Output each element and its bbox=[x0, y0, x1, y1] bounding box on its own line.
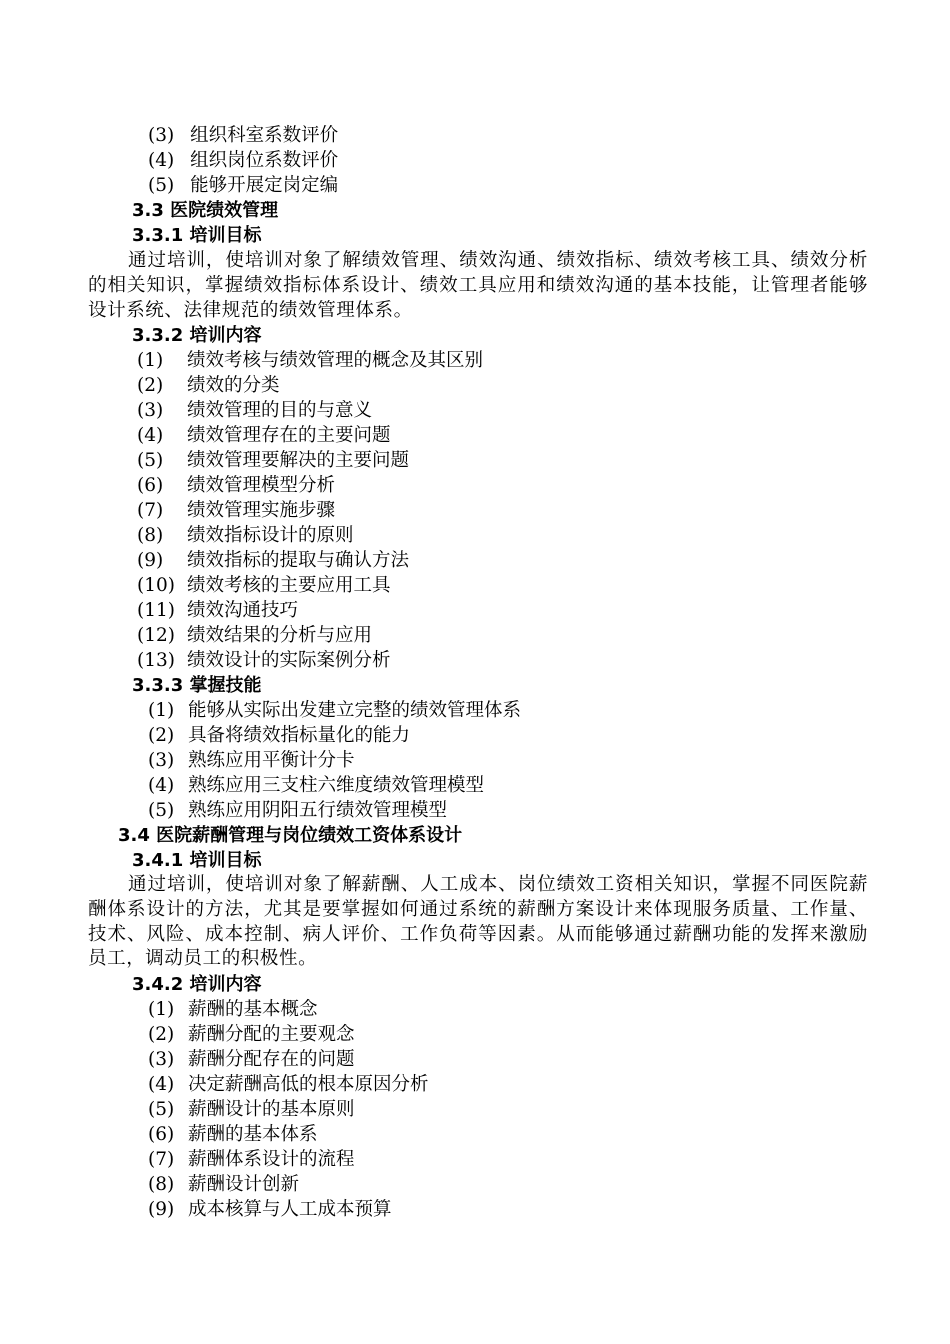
item-text: 具备将绩效指标量化的能力 bbox=[188, 725, 411, 746]
list-item bbox=[148, 798, 447, 823]
item-number: (13) bbox=[137, 650, 175, 671]
list-item bbox=[137, 473, 335, 498]
item-number: (1) bbox=[148, 700, 175, 721]
item-text: 组织岗位系数评价 bbox=[190, 150, 339, 171]
item-text: 薪酬分配的主要观念 bbox=[188, 1024, 355, 1045]
item-number: (1) bbox=[137, 350, 164, 371]
list-item bbox=[137, 498, 335, 523]
item-number: (2) bbox=[148, 1024, 175, 1045]
item-number: (5) bbox=[148, 175, 175, 196]
item-text: 薪酬的基本概念 bbox=[188, 999, 318, 1020]
item-text: 绩效指标的提取与确认方法 bbox=[187, 550, 410, 571]
list-item bbox=[148, 1147, 355, 1172]
item-number: (4) bbox=[137, 425, 164, 446]
item-text: 组织科室系数评价 bbox=[190, 125, 339, 146]
item-text: 熟练应用平衡计分卡 bbox=[188, 750, 355, 771]
item-text: 绩效考核的主要应用工具 bbox=[187, 575, 391, 596]
item-number: (8) bbox=[148, 1174, 175, 1195]
item-number: (3) bbox=[148, 125, 175, 146]
item-text: 绩效管理的目的与意义 bbox=[187, 400, 373, 421]
item-number: (3) bbox=[137, 400, 164, 421]
item-text: 绩效管理模型分析 bbox=[187, 475, 336, 496]
list-item bbox=[148, 997, 318, 1022]
item-number: (7) bbox=[148, 1149, 175, 1170]
item-text: 绩效管理实施步骤 bbox=[187, 500, 336, 521]
section-heading: 3.3 医院绩效管理 bbox=[132, 200, 279, 221]
item-number: (3) bbox=[148, 750, 175, 771]
item-number: (6) bbox=[137, 475, 164, 496]
list-item bbox=[137, 573, 391, 598]
item-text: 绩效结果的分析与应用 bbox=[187, 625, 373, 646]
list-item bbox=[137, 423, 391, 448]
item-number: (12) bbox=[137, 625, 175, 646]
item-number: (6) bbox=[148, 1124, 175, 1145]
list-item bbox=[137, 398, 372, 423]
list-item bbox=[148, 1097, 355, 1122]
item-text: 熟练应用三支柱六维度绩效管理模型 bbox=[188, 775, 485, 796]
item-number: (11) bbox=[137, 600, 175, 621]
section-heading: 3.4 医院薪酬管理与岗位绩效工资体系设计 bbox=[118, 825, 463, 846]
item-text: 决定薪酬高低的根本原因分析 bbox=[188, 1074, 429, 1095]
subsection-heading: 3.4.1 培训目标 bbox=[132, 850, 262, 871]
item-text: 绩效设计的实际案例分析 bbox=[187, 650, 391, 671]
item-text: 绩效考核与绩效管理的概念及其区别 bbox=[187, 350, 484, 371]
item-text: 薪酬设计创新 bbox=[188, 1174, 300, 1195]
item-number: (4) bbox=[148, 1074, 175, 1095]
item-number: (3) bbox=[148, 1049, 175, 1070]
item-number: (8) bbox=[137, 525, 164, 546]
list-item bbox=[148, 1122, 318, 1147]
item-number: (2) bbox=[137, 375, 164, 396]
item-text: 绩效管理要解决的主要问题 bbox=[187, 450, 410, 471]
item-text: 薪酬体系设计的流程 bbox=[188, 1149, 355, 1170]
paragraph: 通过培训，使培训对象了解薪酬、人工成本、岗位绩效工资相关知识，掌握不同医院薪酬体系设计的方法，尤其是要掌握如何通过系统的薪酬方案设计来体现服务质量、工作量、技术、风险、成本控制、病人评价、工作负荷等因素。从而能够通过薪酬功能的发挥来激励员工，调动员工的积极性。 bbox=[88, 874, 868, 970]
item-text: 能够从实际出发建立完整的绩效管理体系 bbox=[188, 700, 522, 721]
subsection-heading: 3.4.2 培训内容 bbox=[132, 974, 262, 995]
item-text: 绩效的分类 bbox=[187, 375, 280, 396]
subsection-heading: 3.3.1 培训目标 bbox=[132, 225, 262, 246]
subsection-heading: 3.3.3 掌握技能 bbox=[132, 675, 262, 696]
list-item bbox=[137, 548, 409, 573]
item-text: 薪酬的基本体系 bbox=[188, 1124, 318, 1145]
item-number: (5) bbox=[137, 450, 164, 471]
item-number: (4) bbox=[148, 150, 175, 171]
item-number: (9) bbox=[137, 550, 164, 571]
list-item bbox=[148, 1072, 429, 1097]
subsection-heading: 3.3.2 培训内容 bbox=[132, 325, 262, 346]
item-number: (9) bbox=[148, 1199, 175, 1220]
list-item bbox=[148, 173, 338, 198]
item-number: (7) bbox=[137, 500, 164, 521]
list-item bbox=[148, 1197, 392, 1222]
list-item bbox=[148, 1172, 299, 1197]
item-number: (5) bbox=[148, 800, 175, 821]
item-text: 绩效指标设计的原则 bbox=[187, 525, 354, 546]
list-item bbox=[148, 698, 521, 723]
item-text: 薪酬分配存在的问题 bbox=[188, 1049, 355, 1070]
list-item bbox=[148, 123, 338, 148]
item-number: (2) bbox=[148, 725, 175, 746]
item-number: (1) bbox=[148, 999, 175, 1020]
list-item bbox=[148, 773, 484, 798]
list-item bbox=[148, 148, 338, 173]
paragraph: 通过培训，使培训对象了解绩效管理、绩效沟通、绩效指标、绩效考核工具、绩效分析的相关知识，掌握绩效指标体系设计、绩效工具应用和绩效沟通的基本技能，让管理者能够设计系统、法律规范的绩效管理体系。 bbox=[88, 250, 868, 321]
list-item bbox=[137, 598, 298, 623]
list-item bbox=[137, 348, 483, 373]
item-text: 绩效沟通技巧 bbox=[187, 600, 299, 621]
item-text: 成本核算与人工成本预算 bbox=[188, 1199, 392, 1220]
list-item bbox=[137, 523, 354, 548]
list-item bbox=[148, 1047, 355, 1072]
list-item bbox=[137, 448, 409, 473]
item-number: (10) bbox=[137, 575, 175, 596]
list-item bbox=[137, 623, 372, 648]
list-item bbox=[137, 373, 280, 398]
item-text: 能够开展定岗定编 bbox=[190, 175, 339, 196]
list-item bbox=[137, 648, 391, 673]
list-item bbox=[148, 1022, 355, 1047]
list-item bbox=[148, 748, 355, 773]
item-text: 薪酬设计的基本原则 bbox=[188, 1099, 355, 1120]
item-text: 绩效管理存在的主要问题 bbox=[187, 425, 391, 446]
list-item bbox=[148, 723, 410, 748]
item-text: 熟练应用阴阳五行绩效管理模型 bbox=[188, 800, 448, 821]
item-number: (4) bbox=[148, 775, 175, 796]
item-number: (5) bbox=[148, 1099, 175, 1120]
